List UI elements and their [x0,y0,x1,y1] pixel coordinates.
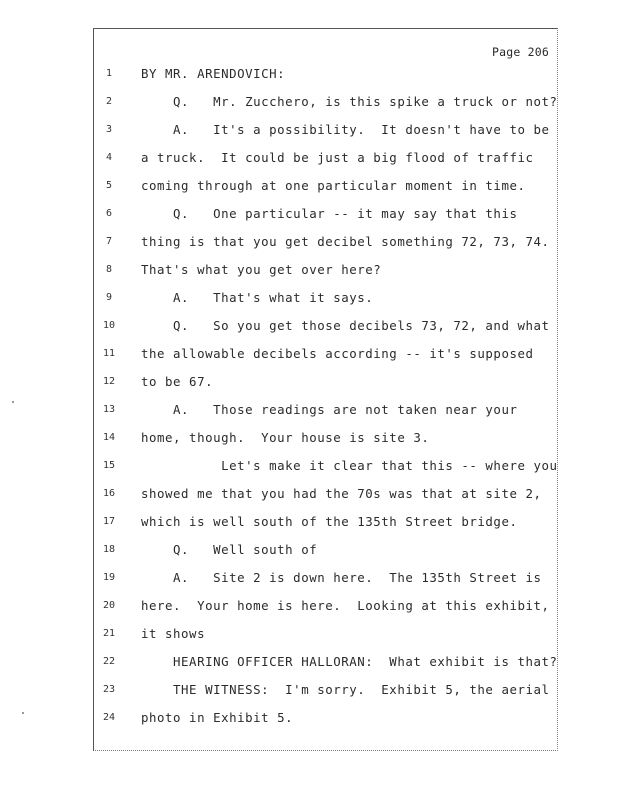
line-text: a truck. It could be just a big flood of traffic [141,150,534,165]
line-number: 10 [102,320,116,331]
line-number: 22 [102,656,116,667]
line-text: showed me that you had the 70s was that at site 2, [141,486,542,501]
transcript-line [94,122,559,144]
line-number: 2 [105,96,113,107]
transcript-line [94,374,559,396]
transcript-line [94,402,559,424]
line-number: 24 [102,712,116,723]
line-text: photo in Exhibit 5. [141,710,294,725]
line-number: 8 [105,264,113,275]
transcript-line [94,570,559,592]
line-number: 1 [105,68,113,79]
line-number: 4 [105,152,113,163]
line-number: 15 [102,460,116,471]
transcript-line [94,430,559,452]
line-text: That's what you get over here? [141,262,382,277]
line-text: Let's make it clear that this -- where you [141,458,558,473]
line-text: here. Your home is here. Looking at this exhibit, [141,598,550,613]
line-number: 5 [105,180,113,191]
line-text: THE WITNESS: I'm sorry. Exhibit 5, the aerial [141,682,550,697]
transcript-line [94,458,559,480]
line-number: 13 [102,404,116,415]
line-number: 20 [102,600,116,611]
transcript-line [94,486,559,508]
line-text: Q. One particular -- it may say that this [141,206,518,221]
line-number: 14 [102,432,116,443]
transcript-line [94,178,559,200]
line-number: 12 [102,376,116,387]
transcript-line [94,710,559,732]
transcript-line [94,150,559,172]
transcript-line [94,234,559,256]
line-number: 11 [102,348,116,359]
transcript-line [94,94,559,116]
scan-speck [22,712,24,714]
line-number: 17 [102,516,116,527]
line-number: 21 [102,628,116,639]
transcript-line [94,66,559,88]
page-number: Page 206 [492,45,549,59]
line-number: 9 [105,292,113,303]
line-text: it shows [141,626,206,641]
line-text: coming through at one particular moment in time. [141,178,526,193]
line-number: 18 [102,544,116,555]
transcript-line [94,206,559,228]
transcript-line [94,682,559,704]
transcript-line [94,290,559,312]
line-number: 7 [105,236,113,247]
line-text: the allowable decibels according -- it's supposed [141,346,534,361]
line-text: A. Site 2 is down here. The 135th Street is [141,570,542,585]
transcript-line [94,318,559,340]
transcript-page [93,28,558,751]
scan-speck [12,401,14,403]
line-text: Q. So you get those decibels 73, 72, and what [141,318,550,333]
transcript-line [94,262,559,284]
transcript-line [94,626,559,648]
line-text: Q. Well south of [141,542,318,557]
line-text: A. Those readings are not taken near your [141,402,518,417]
line-text: home, though. Your house is site 3. [141,430,430,445]
line-text: Q. Mr. Zucchero, is this spike a truck or not? [141,94,558,109]
line-text: BY MR. ARENDOVICH: [141,66,286,81]
line-number: 23 [102,684,116,695]
line-text: A. That's what it says. [141,290,374,305]
line-text: A. It's a possibility. It doesn't have to be [141,122,550,137]
line-number: 19 [102,572,116,583]
line-number: 16 [102,488,116,499]
line-text: which is well south of the 135th Street bridge. [141,514,518,529]
line-text: HEARING OFFICER HALLORAN: What exhibit is that? [141,654,558,669]
line-text: to be 67. [141,374,214,389]
transcript-line [94,514,559,536]
transcript-line [94,598,559,620]
line-number: 6 [105,208,113,219]
line-number: 3 [105,124,113,135]
line-text: thing is that you get decibel something 72, 73, 74. [141,234,550,249]
transcript-line [94,346,559,368]
transcript-line [94,542,559,564]
transcript-line [94,654,559,676]
